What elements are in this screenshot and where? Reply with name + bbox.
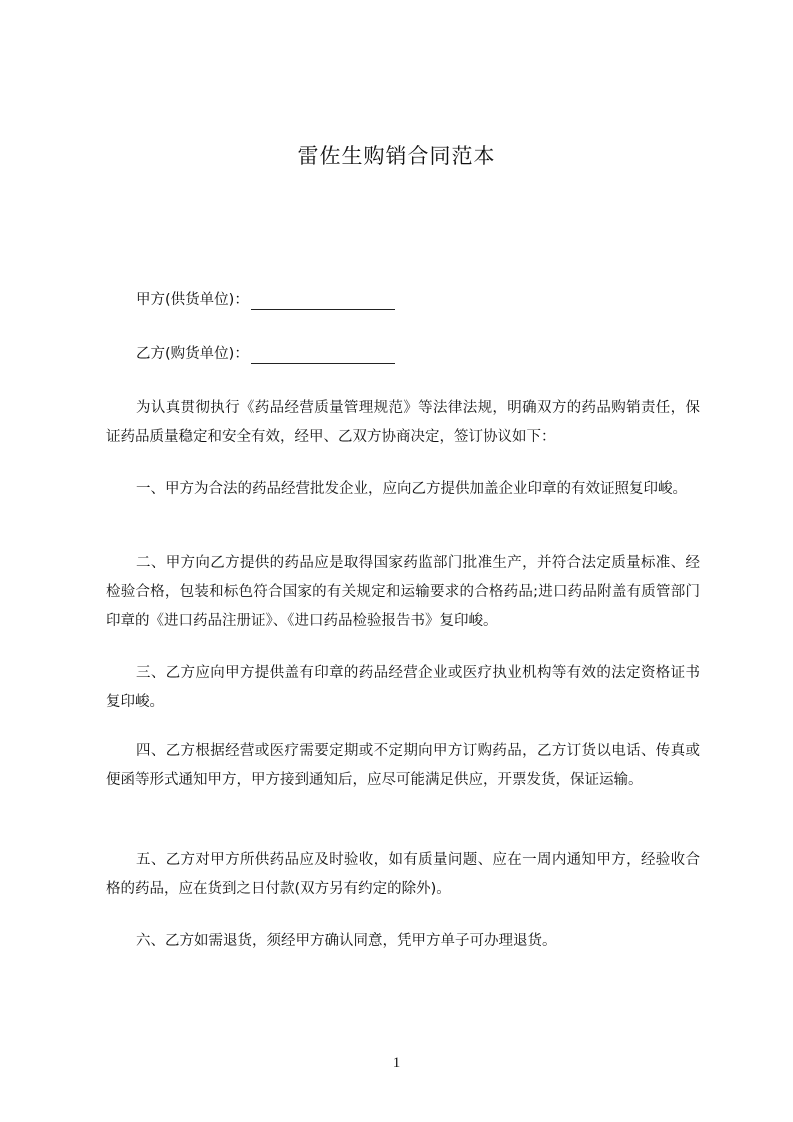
party-b-label: 乙方(购货单位)： bbox=[136, 346, 249, 362]
clause-1-paragraph: 一、甲方为合法的药品经营批发企业，应向乙方提供加盖企业印章的有效证照复印峻。 bbox=[136, 481, 687, 497]
clause-6-paragraph: 六、乙方如需退货，须经甲方确认同意，凭甲方单子可办理退货。 bbox=[136, 933, 557, 949]
party-b-blank-line bbox=[251, 348, 395, 364]
party-a-label: 甲方(供货单位)： bbox=[136, 292, 249, 308]
party-a-blank-line bbox=[251, 294, 395, 310]
clause-5-paragraph: 五、乙方对甲方所供药品应及时验收，如有质量问题、应在一周内通知甲方，经验收合格的药品，应在货到之日付款(双方另有约定的除外)。 bbox=[106, 852, 700, 897]
page-number: 1 bbox=[392, 1055, 401, 1071]
clause-3-paragraph: 三、乙方应向甲方提供盖有印章的药品经营企业或医疗执业机构等有效的法定资格证书复印峻。 bbox=[106, 665, 700, 710]
party-b-line bbox=[136, 344, 395, 364]
intro-paragraph: 为认真贯彻执行《药品经营质量管理规范》等法律法规，明确双方的药品购销责任，保证药品质量稳定和安全有效，经甲、乙双方协商决定，签订协议如下： bbox=[106, 400, 700, 445]
clause-4-paragraph: 四、乙方根据经营或医疗需要定期或不定期向甲方订购药品，乙方订货以电话、传真或便函等形式通知甲方，甲方接到通知后，应尽可能满足供应，开票发货，保证运输。 bbox=[106, 743, 700, 788]
document-title: 雷佐生购销合同范本 bbox=[297, 144, 496, 168]
clause-2-paragraph: 二、甲方向乙方提供的药品应是取得国家药监部门批准生产，并符合法定质量标准、经检验合格，包装和标色符合国家的有关规定和运输要求的合格药品;进口药品附盖有质管部门印章的《进口药品注册证》、《进口药品检验报告书》复印峻。 bbox=[106, 555, 700, 629]
party-a-line bbox=[136, 290, 395, 310]
